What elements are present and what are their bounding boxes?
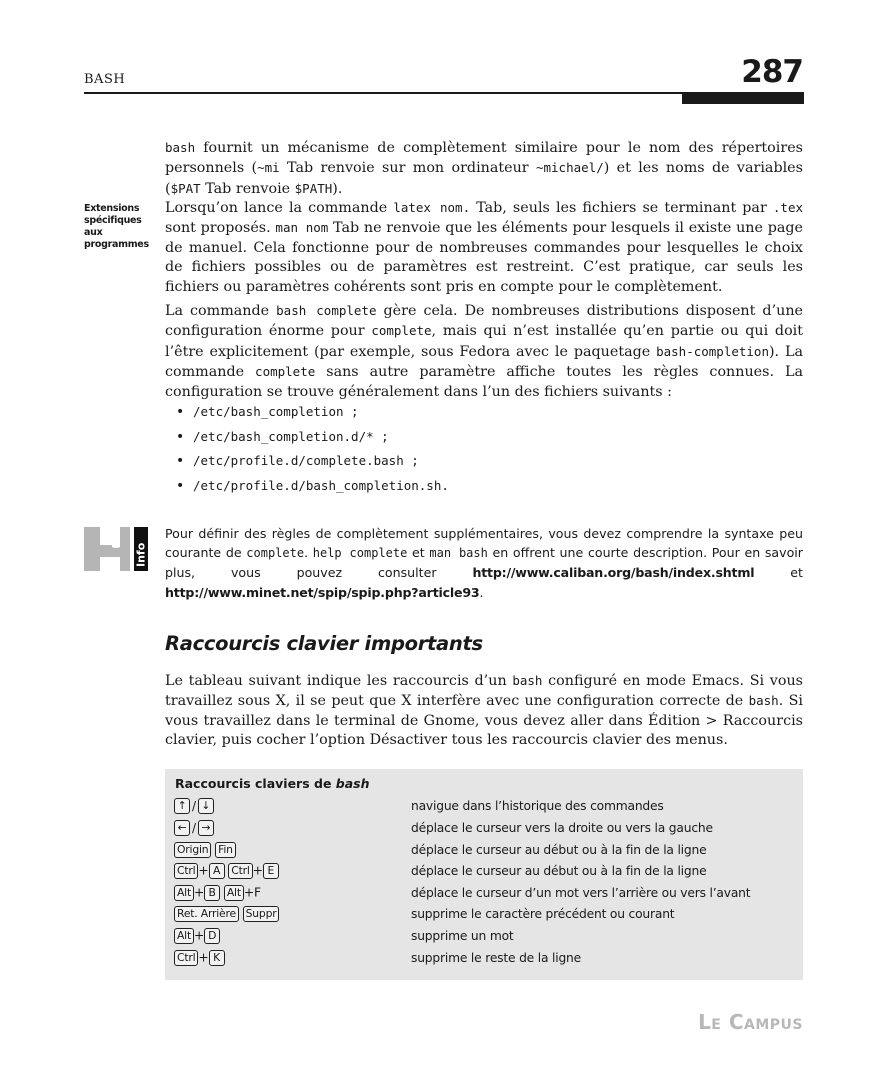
- margin-note: Extensions spécifiques aux programmes: [84, 203, 149, 250]
- text: en offrent une courte description. Pour en savoir plus, vous pouvez consulter: [165, 545, 803, 581]
- list-item-text: /etc/bash_completion.d/* ;: [193, 428, 389, 444]
- key: E: [263, 863, 279, 879]
- table-title-command: bash: [335, 776, 370, 791]
- text: Tab renvoie sur mon ordinateur: [279, 160, 536, 177]
- arrow-down-key: ↓: [198, 798, 214, 814]
- table-row: [174, 906, 794, 927]
- list-item-text: /etc/bash_completion ;: [193, 404, 359, 419]
- text: La commande: [165, 303, 277, 319]
- table-row: [174, 885, 794, 906]
- code: bash complete: [276, 303, 377, 318]
- table-row: [174, 863, 794, 884]
- page-number: 287: [741, 54, 803, 90]
- shortcut-description: déplace le curseur vers la droite ou vers la gauche: [411, 821, 713, 835]
- info-box-text: [165, 524, 803, 602]
- arrow-right-key: →: [198, 820, 214, 836]
- text: sans autre paramètre affiche toutes les règles connues. La configuration se trouve généralement dans l’un des fichiers suivants :: [165, 364, 803, 400]
- text: ) et les noms de variables (: [165, 160, 803, 197]
- text: ).: [332, 180, 343, 197]
- code: $PATH: [294, 180, 333, 196]
- paragraph-2: [165, 198, 803, 297]
- text: ). La commande: [165, 343, 803, 381]
- list-item-text: /etc/profile.d/complete.bash ;: [193, 453, 419, 468]
- shortcut-table: [165, 769, 803, 980]
- code: bash: [748, 693, 779, 709]
- table-row: [174, 842, 794, 863]
- text: et: [407, 545, 430, 561]
- section-title: Raccourcis clavier importants: [165, 632, 483, 655]
- arrow-left-key: ←: [174, 820, 190, 836]
- code: ~michael/: [535, 160, 604, 176]
- code: latex nom.: [393, 200, 471, 215]
- paragraph-1: [165, 138, 803, 199]
- bullet-icon: •: [176, 477, 185, 494]
- key: K: [209, 950, 225, 966]
- text: Tab ne renvoie que les éléments pour lesquels il existe une page de manuel. Cela fonctionne pour de nombreuses commandes pour lesquelles le choix de fichiers possibles ou de paramètres est restreint. C’est pratique, car seuls les fichiers ou paramètres cohérents sont pris en compte pour le complètement.: [165, 220, 803, 295]
- key: B: [204, 885, 220, 901]
- key-separator: /: [192, 821, 196, 835]
- shortcut-description: supprime le reste de la ligne: [411, 951, 582, 965]
- url-link[interactable]: http://www.caliban.org/bash/index.shtml: [472, 565, 755, 581]
- shortcut-description: navigue dans l’historique des commandes: [411, 799, 664, 813]
- table-title-text: Raccourcis claviers de: [175, 776, 336, 791]
- list-item: [165, 451, 449, 476]
- bullet-icon: •: [176, 428, 185, 445]
- text: configuré en mode Emacs. Si vous travaillez sous X, il se peut que X interfère avec une configuration correcte de: [165, 673, 804, 710]
- text: .: [479, 584, 484, 600]
- table-row: [174, 950, 794, 971]
- code: complete: [255, 364, 316, 380]
- key-plus: +: [252, 863, 263, 878]
- paragraph-4: [165, 671, 803, 751]
- publisher-logo: Le Campus: [698, 1010, 803, 1034]
- url-link[interactable]: http://www.minet.net/spip/spip.php?article93: [165, 584, 480, 600]
- code: complete: [371, 323, 432, 339]
- key: Alt: [174, 885, 194, 901]
- key-plus: +: [198, 863, 209, 878]
- key: Ret. Arrière: [174, 906, 239, 922]
- list-item: [165, 476, 449, 501]
- text: gère cela. De nombreuses distributions disposent d’une configuration énorme pour: [165, 303, 803, 340]
- shortcut-description: déplace le curseur au début ou à la fin de la ligne: [411, 843, 707, 857]
- key: D: [204, 928, 220, 944]
- text: fournit un mécanisme de complètement similaire pour le nom des répertoires personnels (: [165, 140, 803, 177]
- header-rule-thick: [682, 92, 804, 104]
- code: bash-completion: [656, 343, 769, 359]
- text: Tab, seuls les fichiers se terminant par: [470, 200, 773, 216]
- bullet-icon: •: [176, 453, 185, 469]
- shortcut-description: supprime le caractère précédent ou courant: [411, 907, 675, 921]
- info-label: Info: [134, 542, 148, 567]
- bullet-icon: •: [176, 404, 185, 420]
- file-list: [165, 402, 449, 500]
- text: et: [754, 565, 803, 581]
- text: Pour définir des règles de complètement supplémentaires, vous devez comprendre la syntaxe peu courante de: [165, 526, 803, 561]
- table-title: [175, 776, 370, 791]
- text: . Si vous travaillez dans le terminal de Gnome, vous devez aller dans Édition > Raccourcis clavier, puis cocher l’option Désactiver tous les raccourcis clavier des menus.: [165, 693, 803, 749]
- code: complete: [246, 546, 305, 561]
- key: A: [209, 863, 225, 879]
- key: Alt: [224, 885, 244, 901]
- table-row: [174, 820, 794, 841]
- key: Alt: [174, 928, 194, 944]
- key: Origin: [174, 842, 211, 858]
- text: , mais qui n’est installée qu’en partie ou qui doit l’être explicitement (par exemple, sous Fedora avec le paquetage: [165, 323, 803, 360]
- arrow-up-key: ↑: [174, 798, 190, 814]
- list-item: [165, 402, 449, 427]
- text: sont proposés.: [165, 220, 276, 237]
- key-plus: +: [194, 885, 205, 900]
- code: $PAT: [170, 180, 201, 196]
- code: .tex: [772, 200, 803, 215]
- shortcut-description: déplace le curseur au début ou à la fin de la ligne: [411, 864, 707, 878]
- key-plus: +F: [243, 885, 261, 900]
- key-plus: +: [198, 950, 209, 965]
- key-separator: /: [192, 799, 196, 813]
- text: Le tableau suivant indique les raccourcis d’un: [165, 673, 513, 689]
- info-icon: [84, 527, 148, 571]
- code: man bash: [429, 546, 488, 561]
- code: ~mi: [257, 160, 280, 176]
- running-head: BASH: [84, 72, 126, 87]
- code: man nom: [275, 220, 329, 236]
- text: .: [304, 545, 313, 561]
- code: help complete: [312, 546, 408, 561]
- shortcut-description: supprime un mot: [411, 929, 514, 943]
- list-item-text: /etc/profile.d/bash_completion.sh.: [193, 477, 449, 493]
- key: Ctrl: [174, 863, 198, 879]
- code: bash: [165, 140, 196, 155]
- table-row: [174, 928, 794, 949]
- key-plus: +: [194, 928, 205, 943]
- table-row: [174, 798, 794, 819]
- code: bash: [512, 673, 543, 688]
- key: Ctrl: [228, 863, 252, 879]
- list-item: [165, 427, 449, 452]
- key: Suppr: [243, 906, 280, 922]
- key: Fin: [215, 842, 236, 858]
- text: Tab renvoie: [200, 180, 295, 197]
- key: Ctrl: [174, 950, 198, 966]
- paragraph-3: [165, 301, 803, 402]
- text: Lorsqu’on lance la commande: [165, 200, 394, 216]
- shortcut-description: déplace le curseur d’un mot vers l’arrière ou vers l’avant: [411, 886, 751, 900]
